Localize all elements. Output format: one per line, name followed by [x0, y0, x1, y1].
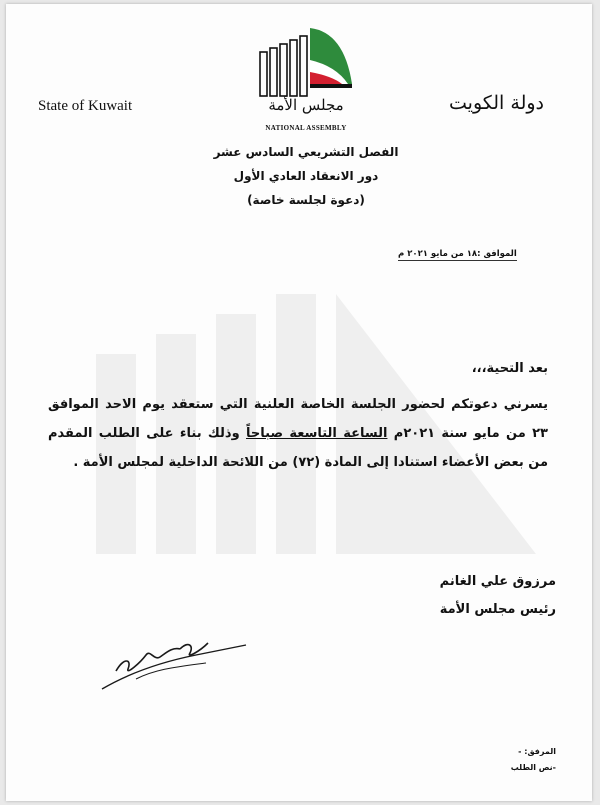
invitation-title: (دعوة لجلسة خاصة) [247, 193, 365, 207]
legislative-term: الفصل التشريعي السادس عشر [213, 145, 399, 159]
attachments-block [511, 744, 556, 776]
attachments-label: المرفق: - [518, 747, 556, 756]
letter-date: الموافق :١٨ من مايو ٢٠٢١ م [398, 249, 517, 259]
meeting-time: الساعة التاسعة صباحاً [246, 426, 388, 441]
signatory-title: رئيس مجلس الأمة [439, 602, 556, 617]
handwritten-signature-icon [96, 619, 256, 699]
assembly-name-english: NATIONAL ASSEMBLY [265, 124, 347, 132]
national-assembly-logo-icon [256, 22, 356, 102]
paragraph-text-start: يسرني دعوتكم لحضور الجلسة الخاصة العلنية التي ستعقد يوم الاحد الموافق ٢٣ من مايو سنة ٢٠٢١م [48, 397, 548, 441]
attachment-item: -نص الطلب [510, 763, 556, 772]
paragraph-text-end: وذلك بناء على الطلب المقدم من بعض الأعضاء استنادا إلى المادة (٧٢) من اللائحة الداخلية لمجلس الأمة . [48, 426, 548, 470]
state-of-kuwait-english: State of Kuwait [38, 98, 133, 114]
greeting: بعد التحية،،، [471, 361, 548, 376]
session-round: دور الانعقاد العادي الأول [233, 169, 379, 183]
session-heading [156, 140, 456, 212]
letter-body [48, 354, 548, 477]
signatory-name: مرزوق علي الغانم [439, 574, 556, 589]
invitation-paragraph [48, 390, 548, 477]
state-of-kuwait-arabic: دولة الكويت [449, 92, 544, 114]
assembly-name-arabic: مجلس الأمة [268, 96, 344, 114]
letter-page [6, 4, 592, 801]
